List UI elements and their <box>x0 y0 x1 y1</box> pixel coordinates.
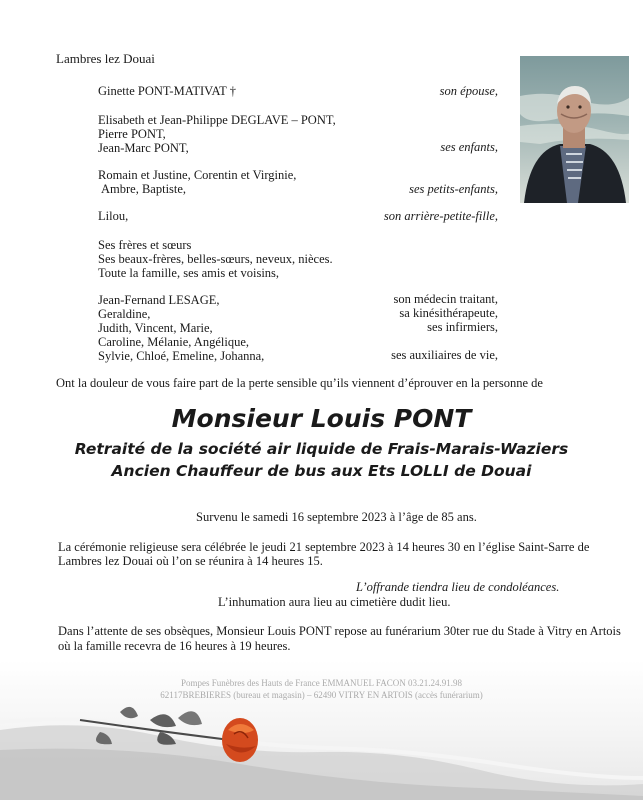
carers-relation: ses auxiliaires de vie, <box>391 348 498 362</box>
deceased-career-line: Ancien Chauffeur de bus aux Ets LOLLI de Douai <box>111 462 532 480</box>
spouse-name: Ginette PONT-MATIVAT † <box>98 84 236 98</box>
caregiver-name: Jean-Fernand LESAGE, <box>98 293 220 307</box>
friends-line: Toute la famille, ses amis et voisins, <box>98 266 280 280</box>
doctor-relation: son médecin traitant, <box>393 292 498 306</box>
deceased-name: Monsieur Louis PONT <box>171 404 472 433</box>
death-date-text: Survenu le samedi 16 septembre 2023 à l’âge de 85 ans. <box>196 510 477 524</box>
ceremony-text: Lambres lez Douai où l’on se réunira à 14 heures 15. <box>58 554 323 568</box>
child-name: Pierre PONT, <box>98 127 166 141</box>
child-name: Elisabeth et Jean-Philippe DEGLAVE – PONT, <box>98 113 336 127</box>
funerarium-text: Dans l’attente de ses obsèques, Monsieur Louis PONT repose au funérarium 30ter rue du Stade à Vitry en Artois <box>58 624 621 638</box>
child-name: Jean-Marc PONT, <box>98 141 189 155</box>
children-relation: ses enfants, <box>440 140 498 154</box>
ceremony-text: La cérémonie religieuse sera célébrée le jeudi 21 septembre 2023 à 14 heures 30 en l’église Saint-Sarre de <box>58 540 590 554</box>
physio-relation: sa kinésithérapeute, <box>399 306 498 320</box>
offering-text: L’offrande tiendra lieu de condoléances. <box>356 580 560 594</box>
caregiver-name: Judith, Vincent, Marie, <box>98 321 213 335</box>
grandchildren-relation: ses petits-enfants, <box>409 182 498 196</box>
rose-on-beach-image <box>0 660 643 800</box>
siblings-line: Ses frères et sœurs <box>98 238 192 252</box>
nurses-relation: ses infirmiers, <box>427 320 498 334</box>
caregiver-name: Geraldine, <box>98 307 151 321</box>
spouse-relation: son épouse, <box>439 84 498 98</box>
caregiver-name: Sylvie, Chloé, Emeline, Johanna, <box>98 349 265 363</box>
burial-text: L’inhumation aura lieu au cimetière dudit lieu. <box>218 595 451 609</box>
caregiver-name: Caroline, Mélanie, Angélique, <box>98 335 250 349</box>
announcement-text: Ont la douleur de vous faire part de la perte sensible qu’ils viennent d’éprouver en la personne de <box>56 376 543 390</box>
great-grandchild-name: Lilou, <box>98 209 129 223</box>
in-laws-line: Ses beaux-frères, belles-sœurs, neveux, nièces. <box>98 252 333 266</box>
funerarium-text: où la famille recevra de 16 heures à 19 heures. <box>58 639 291 653</box>
grandchildren-names: Ambre, Baptiste, <box>101 182 187 196</box>
great-grandchild-relation: son arrière-petite-fille, <box>383 209 498 223</box>
grandchildren-names: Romain et Justine, Corentin et Virginie, <box>98 168 297 182</box>
deceased-career-line: Retraité de la société air liquide de Frais-Marais-Waziers <box>74 440 569 458</box>
portrait-photo <box>520 56 629 203</box>
location-heading: Lambres lez Douai <box>56 51 155 66</box>
